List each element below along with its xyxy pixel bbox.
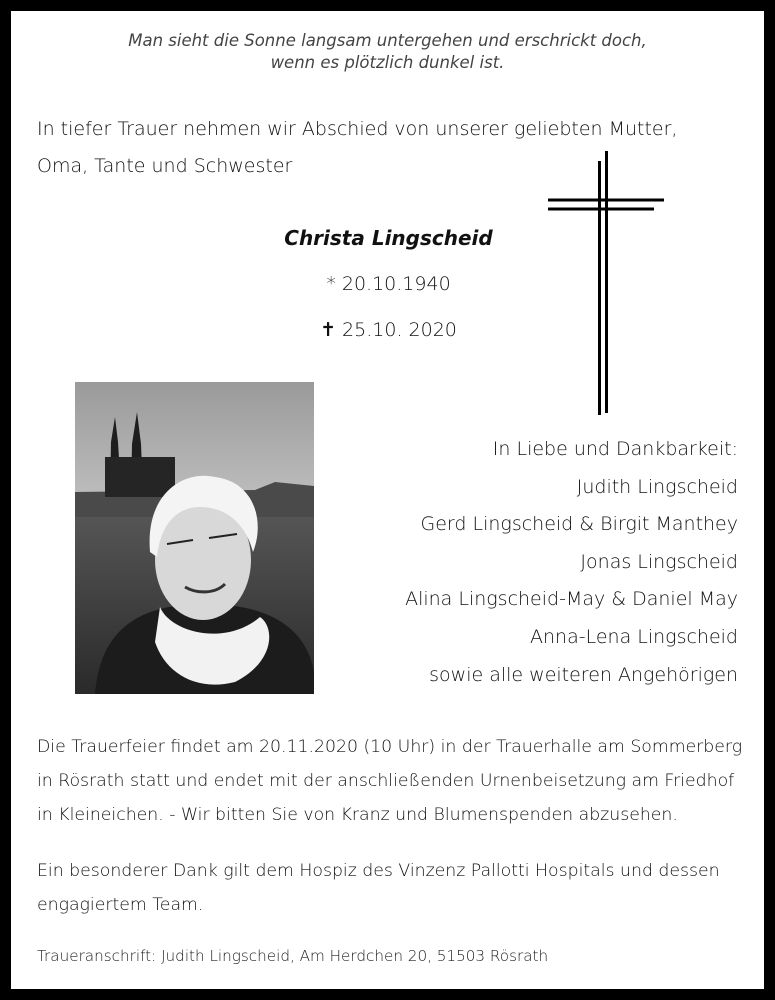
thanks-line-1: Ein besonderer Dank gilt dem Hospiz des Vinzenz Pallotti Hospitals und dessen (37, 861, 720, 881)
mourner-name: Jonas Lingscheid (580, 550, 738, 573)
mourners-list (278, 431, 738, 694)
death-date: ✝ 25.10. 2020 (320, 319, 457, 341)
mourner-name: sowie alle weiteren Angehörigen (429, 663, 738, 686)
mourning-address: Traueranschrift: Judith Lingscheid, Am Herdchen 20, 51503 Rösrath (37, 947, 549, 965)
deceased-name: Christa Lingscheid (284, 226, 493, 250)
birth-date: * 20.10.1940 (326, 273, 451, 295)
ceremony-info (37, 730, 747, 832)
mourner-name: Alina Lingscheid-May & Daniel May (405, 588, 738, 611)
motto-line-1: Man sieht die Sonne langsam untergehen und erschrickt doch, (128, 31, 647, 50)
obituary-card (11, 11, 764, 989)
mourner-name: Judith Lingscheid (576, 475, 738, 498)
thanks-line-2: engagiertem Team. (37, 895, 204, 915)
ceremony-line-3: in Kleineichen. - Wir bitten Sie von Kranz und Blumenspenden abzusehen. (37, 805, 678, 825)
ceremony-line-1: Die Trauerfeier findet am 20.11.2020 (10 Uhr) in der Trauerhalle am Sommerberg (37, 737, 743, 757)
mourners-heading: In Liebe und Dankbarkeit: (492, 438, 738, 460)
motto-line-2: wenn es plötzlich dunkel ist. (270, 53, 505, 72)
mourner-name: Anna-Lena Lingscheid (530, 625, 738, 648)
intro-line-2: Oma, Tante und Schwester (37, 155, 293, 177)
thanks-note (37, 854, 747, 922)
cross-icon (546, 147, 666, 417)
mourner-name: Gerd Lingscheid & Birgit Manthey (420, 513, 738, 536)
ceremony-line-2: in Rösrath statt und endet mit der anschließenden Urnenbeisetzung am Friedhof (37, 771, 735, 791)
motto (11, 30, 764, 74)
intro-line-1: In tiefer Trauer nehmen wir Abschied von unserer geliebten Mutter, (37, 118, 678, 140)
